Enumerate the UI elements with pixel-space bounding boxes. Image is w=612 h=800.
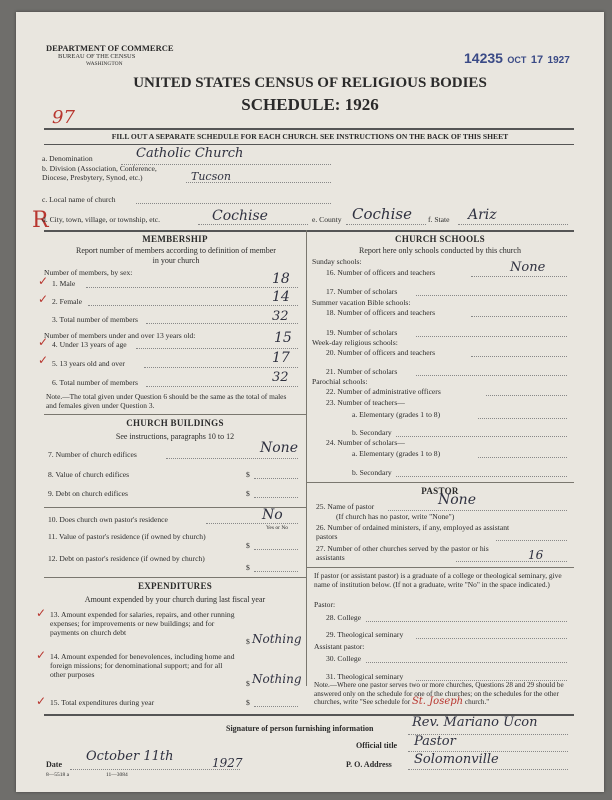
dots [254, 706, 298, 707]
q2-value[interactable]: 14 [272, 289, 290, 305]
expenditures-title: EXPENDITURES [137, 581, 213, 591]
pastor-note-end: church." [464, 698, 490, 706]
city-label: d. City, town, village, or township, etc. [42, 215, 161, 224]
dots [486, 395, 567, 396]
buildings-subtitle: See instructions, paragraphs 10 to 12 [115, 432, 235, 441]
dots [146, 386, 298, 387]
q14-label: 14. Amount expended for benevolences, including home and foreign missions; for denominational support; and for all other purposes [50, 652, 235, 679]
city-value[interactable]: Cochise [212, 208, 268, 224]
q23a-label: a. Elementary (grades 1 to 8) [352, 410, 441, 419]
dots [416, 638, 567, 639]
dots [471, 356, 567, 357]
po-address-value[interactable]: Solomonville [414, 752, 499, 767]
q4-label: 4. Under 13 years of age [52, 340, 127, 349]
division-value[interactable]: Tucson [191, 170, 231, 183]
q3-label: 3. Total number of members [52, 315, 139, 324]
q9-label: 9. Debt on church edifices [48, 489, 128, 498]
dots [366, 621, 567, 622]
date-label: Date [46, 760, 62, 769]
q27-value[interactable]: 16 [528, 548, 544, 562]
county-value[interactable]: Cochise [352, 205, 412, 223]
q26-label: 26. Number of ordained ministers, if any, employed as assistant pastors [316, 523, 510, 541]
dots [496, 540, 567, 541]
dots [366, 662, 567, 663]
q27-label: 27. Number of other churches served by the pastor or his assistants [316, 544, 489, 562]
official-title-value[interactable]: Pastor [414, 734, 456, 749]
assistant-subheading: Assistant pastor: [314, 642, 365, 651]
membership-note: Note.—The total given under Question 6 should be the same as the total of males and females given under Question 3. [46, 392, 287, 410]
summer-heading: Summer vacation Bible schools: [312, 298, 411, 307]
dots [416, 375, 567, 376]
q7-value[interactable]: None [260, 440, 298, 456]
rule [44, 414, 306, 415]
stamp-day: 17 [530, 54, 544, 66]
dots [88, 305, 298, 306]
margin-letter: R [32, 208, 49, 233]
signature-label: Signature of person furnishing information [226, 724, 374, 733]
expenditures-subtitle: Amount expended by your church during last fiscal year [84, 595, 266, 604]
buildings-title: CHURCH BUILDINGS [126, 418, 224, 428]
q30-label: 30. College [326, 654, 362, 663]
dots [254, 571, 298, 572]
q15-label: 15. Total expenditures during year [50, 698, 155, 707]
check-mark-icon: ✓ [38, 292, 49, 306]
rule [44, 128, 574, 130]
q16-label: 16. Number of officers and teachers [326, 268, 436, 277]
schools-subtitle: Report here only schools conducted by this church [359, 246, 521, 255]
denomination-label: a. Denomination [42, 154, 93, 163]
q10-value[interactable]: No [262, 507, 283, 523]
vrule [306, 230, 307, 686]
state-value[interactable]: Ariz [468, 207, 497, 223]
form-subtitle: SCHEDULE: 1926 [241, 95, 379, 114]
department-heading: DEPARTMENT OF COMMERCE [46, 43, 174, 53]
dots [478, 457, 567, 458]
q23b-label: b. Secondary [352, 428, 392, 437]
q21-label: 21. Number of scholars [326, 367, 398, 376]
state-label: f. State [428, 215, 450, 224]
q2-label: 2. Female [52, 297, 82, 306]
q25-label: 25. Name of pastor [316, 502, 375, 511]
dots [86, 287, 298, 288]
sunday-heading: Sunday schools: [312, 257, 362, 266]
graduate-note: If pastor (or assistant pastor) is a graduate of a college or theological seminary, give name of institution below. (If not a graduate, write "No" in the space indicated.) [314, 571, 562, 589]
q19-label: 19. Number of scholars [326, 328, 398, 337]
form-number: 8—5518 a [46, 772, 70, 778]
stamp-month: OCT [507, 55, 527, 65]
q20-label: 20. Number of officers and teachers [326, 348, 436, 357]
q11-label: 11. Value of pastor's residence (if owned by church) [48, 532, 206, 541]
q13-value[interactable]: Nothing [252, 632, 302, 646]
membership-title: MEMBERSHIP [142, 234, 208, 244]
q25-value[interactable]: None [438, 492, 476, 508]
sex-heading: Number of members, by sex: [44, 268, 133, 277]
q1-value[interactable]: 18 [272, 271, 290, 287]
q28-label: 28. College [326, 613, 362, 622]
q12-label: 12. Debt on pastor's residence (if owned by church) [48, 554, 205, 563]
weekday-heading: Week-day religious schools: [312, 338, 398, 347]
dots [166, 458, 298, 459]
dots [254, 478, 298, 479]
rule [306, 482, 574, 483]
county-label: e. County [312, 215, 342, 224]
bureau-heading: BUREAU OF THE CENSUS [58, 53, 136, 60]
q25-hint: (If church has no pastor, write "None") [336, 512, 455, 521]
q23-label: 23. Number of teachers— [326, 398, 405, 407]
q18-label: 18. Number of officers and teachers [326, 308, 436, 317]
dots [416, 295, 567, 296]
rule [44, 230, 574, 232]
dots [136, 348, 298, 349]
dots [471, 276, 567, 277]
official-title-label: Official title [356, 741, 398, 750]
check-mark-icon: ✓ [36, 606, 47, 620]
rule [44, 144, 574, 145]
q24b-label: b. Secondary [352, 468, 392, 477]
q6-label: 6. Total number of members [52, 378, 139, 387]
q31-label: 31. Theological seminary [326, 672, 404, 681]
membership-subtitle: Report number of members according to definition of member in your church [76, 246, 276, 265]
dots [456, 561, 567, 562]
dots [408, 769, 568, 770]
check-mark-icon: ✓ [36, 648, 47, 662]
q4-value[interactable]: 15 [274, 330, 292, 346]
dots [458, 224, 568, 225]
q6-value[interactable]: 32 [272, 370, 289, 385]
stamp-year: 1927 [547, 55, 570, 66]
dots [396, 436, 567, 437]
pastor-note-handwriting: St. Joseph [411, 696, 464, 707]
po-address-label: P. O. Address [346, 760, 392, 769]
local-name-label: c. Local name of church [42, 195, 116, 204]
dots [136, 203, 331, 204]
signature-value[interactable]: Rev. Mariano Ucon [412, 715, 538, 730]
margin-number: 97 [52, 107, 75, 128]
q29-label: 29. Theological seminary [326, 630, 404, 639]
date-value[interactable]: October 11th [86, 749, 174, 764]
check-mark-icon: ✓ [36, 694, 47, 708]
q1-label: 1. Male [52, 279, 76, 288]
q12-dollar: $ [246, 563, 250, 572]
pastor-note [314, 681, 572, 707]
schools-title: CHURCH SCHOOLS [395, 234, 485, 244]
dots [471, 316, 567, 317]
dots [396, 476, 567, 477]
rule [44, 577, 306, 578]
census-schedule-page [16, 12, 604, 792]
instruction-line: FILL OUT A SEPARATE SCHEDULE FOR EACH CHURCH. SEE INSTRUCTIONS ON THE BACK OF THIS SHEET [111, 132, 509, 141]
check-mark-icon: ✓ [38, 335, 49, 349]
print-number: 11—3084 [106, 772, 128, 778]
dots [478, 418, 567, 419]
q14-value[interactable]: Nothing [252, 672, 302, 686]
q7-label: 7. Number of church edifices [48, 450, 137, 459]
received-stamp [464, 50, 570, 68]
q22-label: 22. Number of administrative officers [326, 387, 441, 396]
q5-label: 5. 13 years old and over [52, 359, 125, 368]
q8-dollar: $ [246, 470, 250, 479]
dots [346, 224, 426, 225]
dots [144, 367, 298, 368]
date-year[interactable]: 1927 [212, 756, 243, 770]
dots [254, 549, 298, 550]
check-mark-icon: ✓ [38, 274, 49, 288]
stamp-number: 14235 [464, 50, 503, 66]
q8-label: 8. Value of church edifices [48, 470, 130, 479]
q17-label: 17. Number of scholars [326, 287, 398, 296]
rule [306, 567, 574, 568]
age-heading: Number of members under and over 13 years old: [44, 331, 196, 340]
dots [388, 510, 567, 511]
form-title: UNITED STATES CENSUS OF RELIGIOUS BODIES [133, 75, 487, 91]
q10-hint: Yes or No [266, 525, 289, 531]
q5-value[interactable]: 17 [272, 350, 290, 366]
q3-value[interactable]: 32 [272, 309, 289, 324]
pastor-title: PASTOR [421, 486, 459, 496]
q11-dollar: $ [246, 541, 250, 550]
q10-label: 10. Does church own pastor's residence [48, 515, 168, 524]
pastor-note-text: Note.—Where one pastor serves two or more churches, Questions 28 and 29 should be answered only on the schedule for one of the churches; on the schedules for the other churches, write "See schedule for [314, 681, 564, 706]
q24-label: 24. Number of scholars— [326, 438, 405, 447]
q16-value[interactable]: None [510, 260, 546, 275]
city-heading: WASHINGTON [86, 61, 123, 67]
division-label: b. Division (Association, Conference, Diocese, Presbytery, Synod, etc.) [42, 164, 157, 182]
q14-dollar: $ [246, 679, 250, 688]
q15-dollar: $ [246, 698, 250, 707]
q9-dollar: $ [246, 489, 250, 498]
dots [206, 523, 298, 524]
pastor-subheading: Pastor: [314, 600, 336, 609]
dots [254, 497, 298, 498]
q24a-label: a. Elementary (grades 1 to 8) [352, 449, 441, 458]
parochial-heading: Parochial schools: [312, 377, 368, 386]
q13-dollar: $ [246, 637, 250, 646]
dots [416, 336, 567, 337]
q13-label: 13. Amount expended for salaries, repairs, and other running expenses; for improvements or new buildings; and for payments on church debt [50, 610, 235, 637]
check-mark-icon: ✓ [38, 353, 49, 367]
denomination-value[interactable]: Catholic Church [136, 146, 244, 161]
dots [198, 224, 308, 225]
